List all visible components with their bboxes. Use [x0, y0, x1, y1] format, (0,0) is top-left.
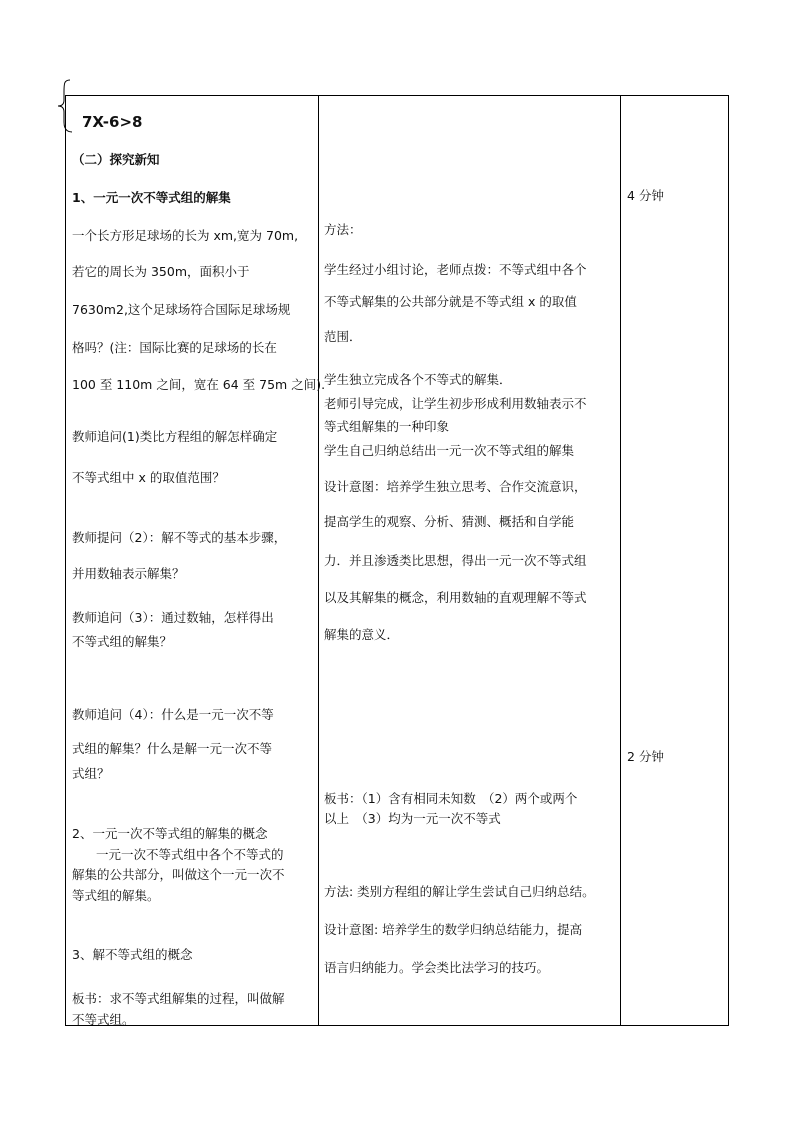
board-notes-line: 以上 （3）均为一元一次不等式 — [324, 811, 501, 826]
method-line: 范围． — [324, 329, 362, 344]
section-title: （二）探究新知 — [72, 152, 160, 167]
activity-line: 学生独立完成各个不等式的解集． — [324, 372, 512, 387]
table-col-divider-2 — [620, 95, 621, 1026]
design-intent-2-line: 语言归纳能力。学会类比法学习的技巧。 — [324, 960, 550, 975]
concept-2-line: 2、一元一次不等式组的解集的概念 — [72, 826, 268, 841]
brace-mark — [56, 78, 76, 134]
design-intent-line: 提高学生的观察、分析、猜测、概括和自学能 — [324, 514, 575, 529]
heading-1: 1、一元一次不等式组的解集 — [72, 190, 231, 205]
problem-line: 100 至 110m 之间，宽在 64 至 75m 之间). — [72, 377, 326, 392]
method-line: 不等式解集的公共部分就是不等式组 x 的取值 — [324, 294, 577, 309]
table-bottom-border — [65, 1025, 729, 1026]
design-intent-line: 力．并且渗透类比思想，得出一元一次不等式组 — [324, 553, 587, 568]
board-line: 板书：求不等式组解集的过程，叫做解 — [72, 991, 285, 1006]
question-1-line: 不等式组中 x 的取值范围？ — [72, 470, 225, 485]
question-4-line: 式组的解集？什么是解一元一次不等 — [72, 741, 273, 756]
design-intent-line: 解集的意义． — [324, 627, 400, 642]
table-col-divider-1 — [318, 95, 319, 1026]
time-4-minutes: 4 分钟 — [627, 188, 664, 203]
design-intent-2-line: 设计意图: 培养学生的数学归纳总结能力，提高 — [324, 922, 583, 937]
activity-line: 学生自己归纳总结出一元一次不等式组的解集 — [324, 443, 575, 458]
time-2-minutes: 2 分钟 — [627, 749, 664, 764]
table-left-border — [65, 95, 66, 1026]
question-4-line: 教师追问（4）：什么是一元一次不等 — [72, 707, 274, 722]
table-top-border — [65, 95, 729, 96]
problem-line: 一个长方形足球场的长为 xm,宽为 70m, — [72, 228, 299, 243]
design-intent-line: 以及其解集的概念，利用数轴的直观理解不等式 — [324, 590, 587, 605]
question-3-line: 教师追问（3）：通过数轴，怎样得出 — [72, 610, 274, 625]
activity-line: 等式组解集的一种印象 — [324, 419, 450, 434]
question-2-line: 教师提问（2）：解不等式的基本步骤， — [72, 530, 287, 545]
question-1-line: 教师追问(1)类比方程组的解怎样确定 — [72, 429, 278, 444]
problem-line: 格吗？(注：国际比赛的足球场的长在 — [72, 340, 277, 355]
method-line: 学生经过小组讨论，老师点拨：不等式组中各个 — [324, 262, 587, 277]
problem-line: 7630m2,这个足球场符合国际足球场规 — [72, 302, 291, 317]
problem-line: 若它的周长为 350m，面积小于 — [72, 264, 250, 279]
design-intent-line: 设计意图：培养学生独立思考、合作交流意识， — [324, 479, 587, 494]
method-label: 方法： — [324, 222, 362, 237]
question-3-line: 不等式组的解集？ — [72, 634, 173, 649]
method-2: 方法: 类别方程组的解让学生尝试自己归纳总结。 — [324, 884, 595, 899]
concept-2-line: 等式组的解集。 — [72, 888, 160, 903]
concept-2-line: 解集的公共部分，叫做这个一元一次不 — [72, 867, 285, 882]
concept-2-line: 一元一次不等式组中各个不等式的 — [96, 847, 284, 862]
table-right-border — [728, 95, 729, 1026]
question-2-line: 并用数轴表示解集？ — [72, 566, 185, 581]
concept-3: 3、解不等式组的概念 — [72, 947, 193, 962]
activity-line: 老师引导完成，让学生初步形成利用数轴表示不 — [324, 396, 587, 411]
board-line: 不等式组。 — [72, 1012, 135, 1027]
board-notes-line: 板书：（1）含有相同未知数 （2）两个或两个 — [324, 791, 578, 806]
expression: 7X-6>8 — [82, 113, 143, 131]
question-4-line: 式组？ — [72, 766, 110, 781]
